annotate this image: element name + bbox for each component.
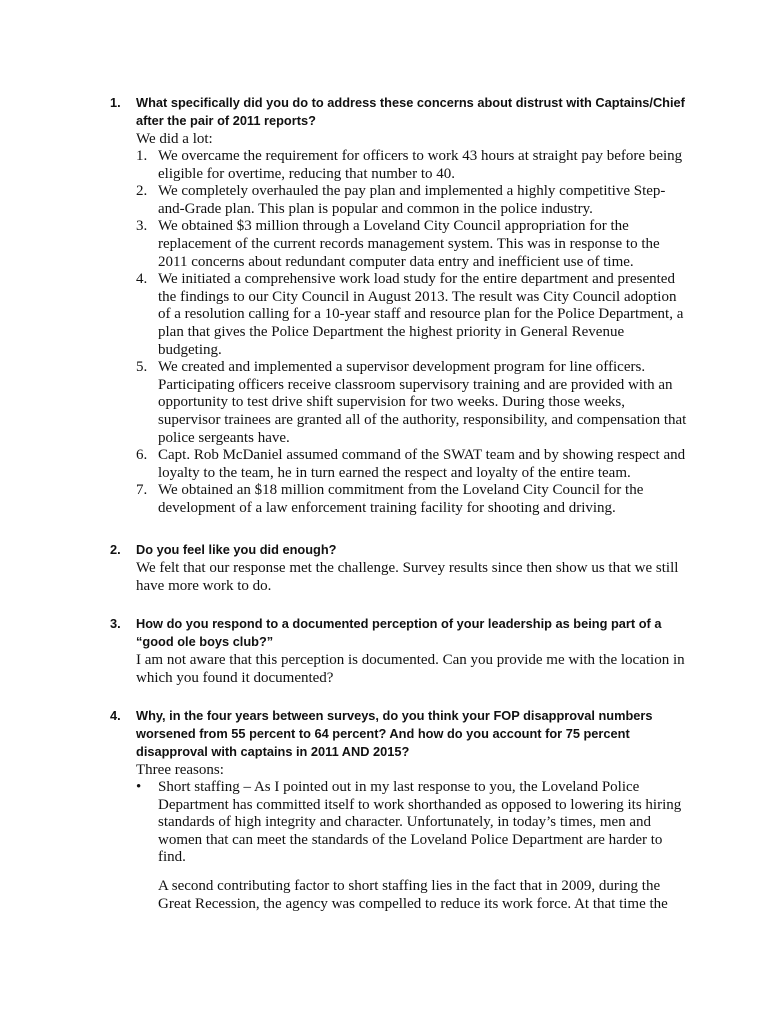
answer-text: We felt that our response met the challenge. Survey results since then show us that we still have more work to do.	[136, 560, 679, 594]
question-text: How do you respond to a documented perception of your leadership as being part of a “good ole boys club?”	[136, 616, 662, 649]
question-text: What specifically did you do to address these concerns about distrust with Captains/Chief after the pair of 2011 reports?	[136, 95, 685, 128]
list-item-number: 1.	[136, 148, 148, 164]
bullet-icon: •	[136, 779, 142, 795]
list-item-number: 7.	[136, 482, 148, 499]
list-item	[136, 359, 690, 447]
question-number: 2.	[110, 542, 121, 557]
list-item-text: We obtained $3 million through a Loveland City Council appropriation for the replacement of the current records management system. This was in response to the 2011 concerns about redundant computer data entry and inefficient use of time.	[158, 218, 660, 270]
list-item-text: We created and implemented a supervisor development program for line officers. Participating officers receive classroom supervisory training and are provided with an opportunity to test drive shift supervision for two weeks. During those weeks, supervisor trainees are granted all of the authority, responsibility, and compensation that police sergeants have.	[158, 359, 687, 446]
list-item-text: Capt. Rob McDaniel assumed command of the SWAT team and by showing respect and loyalty to the team, he in turn earned the respect and loyalty of the entire team.	[158, 447, 686, 481]
list-item-number: 5.	[136, 359, 148, 376]
answer-intro: We did a lot:	[136, 131, 213, 147]
question-3-block	[110, 615, 690, 687]
question-text: Why, in the four years between surveys, do you think your FOP disapproval numbers worsened from 55 percent to 64 percent? And how do you account for 75 percent disapproval with captains in 2011 AND 2015?	[136, 708, 653, 759]
question-number: 4.	[110, 708, 121, 723]
question-2-block	[110, 541, 690, 595]
list-item-text: We initiated a comprehensive work load study for the entire department and presented the findings to our City Council in August 2013. The result was City Council adoption of a resolution calling for a 10-year staff and resource plan for the Police Department, a plan that gives the Police Department the highest priority in General Revenue budgeting.	[158, 271, 684, 358]
list-item-text: We completely overhauled the pay plan and implemented a highly competitive Step-and-Grade plan. This plan is popular and common in the police industry.	[158, 183, 666, 217]
bullet-item-text: Short staffing – As I pointed out in my last response to you, the Loveland Police Department has committed itself to work shorthanded as opposed to lowering its hiring standards of high integrity and character. Unfortunately, in today’s times, men and women that can meet the standards of the Loveland Police Department are harder to find.	[158, 779, 682, 866]
list-item-text: We overcame the requirement for officers to work 43 hours at straight pay before being eligible for overtime, reducing that number to 40.	[158, 148, 683, 182]
list-item-number: 4.	[136, 271, 148, 288]
continuation-paragraph: A second contributing factor to short staffing lies in the fact that in 2009, during the Great Recession, the agency was compelled to reduce its work force. At that time the	[158, 877, 668, 912]
bullet-item	[136, 779, 690, 867]
question-4-block	[110, 707, 690, 913]
list-item-text: We obtained an $18 million commitment from the Loveland City Council for the development of a law enforcement training facility for shooting and driving.	[158, 482, 644, 516]
list-item	[136, 447, 690, 482]
bullet-list	[136, 779, 690, 867]
question-text: Do you feel like you did enough?	[136, 542, 337, 557]
question-1-block	[110, 94, 690, 517]
list-item	[136, 148, 690, 183]
list-item	[136, 482, 690, 517]
list-item	[136, 271, 690, 359]
list-item-number: 6.	[136, 447, 148, 464]
list-item-number: 2.	[136, 183, 148, 200]
question-number: 1.	[110, 95, 121, 110]
numbered-list	[136, 148, 690, 517]
answer-text: I am not aware that this perception is documented. Can you provide me with the location in which you found it documented?	[136, 652, 685, 686]
answer-intro: Three reasons:	[136, 762, 224, 778]
question-number: 3.	[110, 616, 121, 631]
list-item	[136, 218, 690, 271]
list-item-number: 3.	[136, 218, 148, 235]
list-item	[136, 183, 690, 218]
